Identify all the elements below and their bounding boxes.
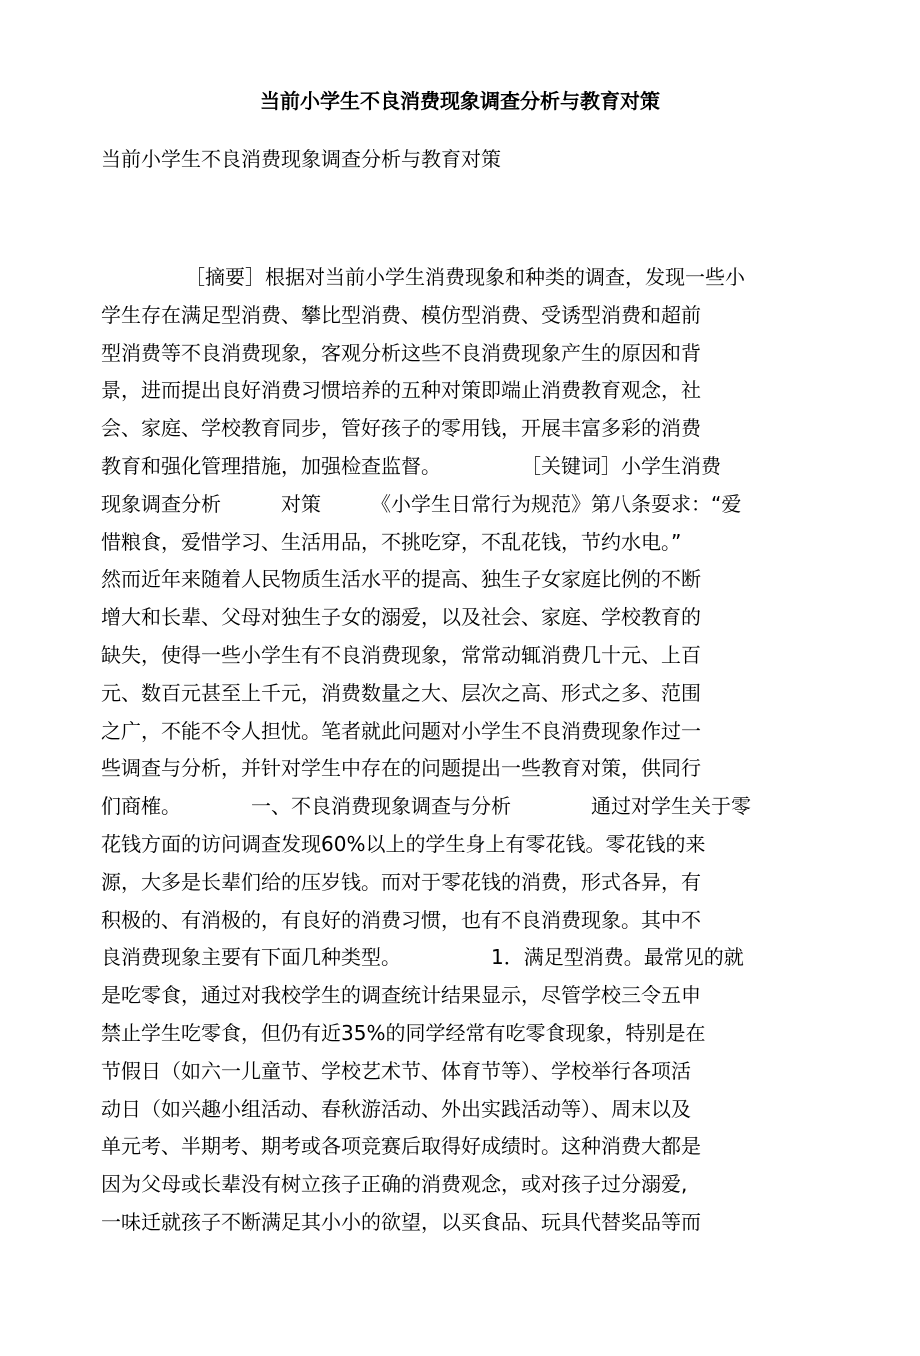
body-line: 学生存在满足型消费、攀比型消费、模仿型消费、受诱型消费和超前 — [101, 302, 701, 327]
body-line: 因为父母或长辈没有树立孩子正确的消费观念，或对孩子过分溺爱, — [101, 1172, 688, 1197]
document-body — [101, 262, 821, 1245]
body-line: 良消费现象主要有下面几种类型。 1．满足型消费。最常见的就 — [101, 945, 744, 970]
body-line: ［摘要］根据对当前小学生消费现象和种类的调查，发现一些小 — [185, 265, 745, 289]
body-line: 们商榷。 一、不良消费现象调查与分析 通过对学生关于零 — [101, 794, 751, 819]
body-line: 教育和强化管理措施，加强检查监督。 ［关键词］小学生消费 — [101, 453, 721, 478]
body-line: 些调查与分析，并针对学生中存在的问题提出一些教育对策，供同行 — [101, 756, 701, 781]
body-line: 一味迁就孩子不断满足其小小的欲望，以买食品、玩具代替奖品等而 — [101, 1209, 701, 1234]
body-line: 节假日（如六一儿童节、学校艺术节、体育节等）、学校举行各项活 — [101, 1058, 691, 1083]
body-line: 动日（如兴趣小组活动、春秋游活动、外出实践活动等）、周末以及 — [101, 1096, 691, 1121]
body-line: 元、数百元甚至上千元，消费数量之大、层次之高、形式之多、范围 — [101, 680, 701, 705]
body-line: 缺失，使得一些小学生有不良消费现象，常常动辄消费几十元、上百 — [101, 642, 701, 667]
body-line: 景，进而提出良好消费习惯培养的五种对策即端止消费教育观念，社 — [101, 378, 701, 403]
body-line: 源，大多是长辈们给的压岁钱。而对于零花钱的消费，形式各异，有 — [101, 869, 701, 894]
body-line: 会、家庭、学校教育同步，管好孩子的零用钱，开展丰富多彩的消费 — [101, 416, 701, 441]
body-line: 之广，不能不令人担忧。笔者就此问题对小学生不良消费现象作过一 — [101, 718, 701, 743]
body-line: 然而近年来随着人民物质生活水平的提高、独生子女家庭比例的不断 — [101, 567, 701, 592]
document-title: 当前小学生不良消费现象调查分析与教育对策 — [260, 89, 660, 113]
body-line: 禁止学生吃零食，但仍有近35%的同学经常有吃零食现象，特别是在 — [101, 1020, 706, 1045]
body-line: 惜粮食，爱惜学习、生活用品，不挑吃穿，不乱花钱，节约水电。” — [101, 529, 682, 554]
body-line: 型消费等不良消费现象，客观分析这些不良消费现象产生的原因和背 — [101, 340, 701, 365]
body-line: 单元考、半期考、期考或各项竞赛后取得好成绩时。这种消费大都是 — [101, 1134, 701, 1159]
document-subtitle: 当前小学生不良消费现象调查分析与教育对策 — [101, 147, 501, 171]
body-line: 积极的、有消极的，有良好的消费习惯，也有不良消费现象。其中不 — [101, 907, 701, 932]
body-line: 花钱方面的访问调查发现60%以上的学生身上有零花钱。零花钱的来 — [101, 831, 706, 856]
body-line: 是吃零食，通过对我校学生的调查统计结果显示，尽管学校三令五申 — [101, 983, 701, 1008]
body-line: 增大和长辈、父母对独生子女的溺爱，以及社会、家庭、学校教育的 — [101, 605, 701, 630]
body-line: 现象调查分析 对策 《小学生日常行为规范》第八条耍求：“爱 — [101, 491, 742, 516]
